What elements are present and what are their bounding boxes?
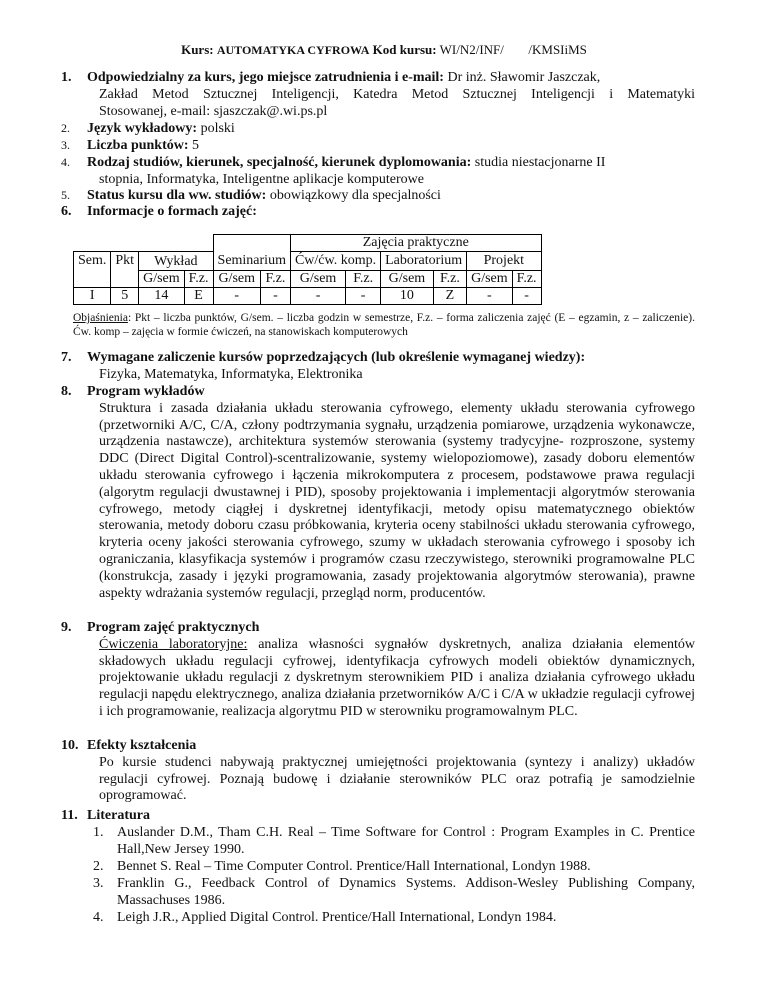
section-8 (61, 384, 695, 602)
section-7 (61, 350, 695, 384)
col-gsem: G/sem (213, 271, 260, 288)
cell-wyklad-g: 14 (139, 288, 185, 305)
section-number: 10. (61, 738, 79, 753)
cell-sem-f: - (260, 288, 290, 305)
section-value: polski (200, 121, 235, 136)
section-value: obowiązkowy dla specjalności (269, 188, 441, 203)
table-row (74, 288, 542, 305)
section-title: Efekty kształcenia (87, 738, 197, 753)
pkt-header: Pkt (111, 252, 139, 271)
note-text: : Pkt – liczba punktów, G/sem. – liczba godzin w semestrze, F.z. – forma zaliczenia zajęć (E – egzamin, z – zaliczenie). Ćw. komp – zajęcia w formie ćwiczeń, na stanowiskach komputerowych (73, 312, 695, 338)
section-number: 4. (61, 155, 70, 169)
course-header (0, 42, 768, 58)
section-text: analiza własności sygnałów dyskretnych, analiza działania elementów składowych układu regulacji cyfrowej, identyfikacja cyfrowych modeli obiektów dynamicznych, projektowanie układu regulacji z dyskretnym sterownikiem PID i analiza działania cyfrowego układu regulacji napędu elektrycznego, analiza działania przetworników A/C i C/A w układzie regulacji cyfrowej i ich programowanie, realizacja algorytmu PID w sterowniku programowalnym PLC. (99, 636, 695, 719)
col-gsem: G/sem (467, 271, 513, 288)
section-number: 11. (61, 808, 78, 823)
section-11 (61, 808, 695, 825)
item-text: Franklin G., Feedback Control of Dynamics Systems. Addison-Wesley Publishing Company, Massachuses 1986. (117, 876, 695, 908)
literature-item (93, 876, 695, 910)
cell-lab-g: 10 (381, 288, 434, 305)
section-number: 7. (61, 350, 72, 365)
cell-sem: I (74, 288, 111, 305)
section-title: Liczba punktów: (87, 138, 189, 153)
section-10 (61, 738, 695, 805)
section-4 (61, 154, 695, 189)
cell-proj-g: - (467, 288, 513, 305)
section-title: Program zajęć praktycznych (87, 620, 260, 635)
col-fz: F.z. (433, 271, 466, 288)
lab-header: Laboratorium (381, 252, 467, 271)
section-title: Status kursu dla ww. studiów: (87, 188, 267, 203)
section-text: stopnia, Informatyka, Inteligentne aplikacje komputerowe (99, 171, 425, 187)
item-number: 2. (93, 859, 104, 874)
section-value: studia niestacjonarne II (474, 155, 606, 170)
section-value: 5 (192, 138, 200, 153)
zajecia-header: Zajęcia praktyczne (290, 235, 541, 252)
col-fz: F.z. (346, 271, 381, 288)
course-name: AUTOMATYKA CYFROWA (216, 43, 370, 57)
col-gsem: G/sem (139, 271, 185, 288)
section-title: Język wykładowy: (87, 121, 198, 136)
section-text: Fizyka, Matematyka, Informatyka, Elektronika (99, 366, 363, 382)
section-text: Dr inż. Sławomir Jaszczak, (447, 70, 601, 85)
item-text: Leigh J.R., Applied Digital Control. Prentice/Hall International, Londyn 1984. (117, 910, 557, 925)
literature-item (93, 910, 695, 927)
item-number: 1. (93, 825, 104, 840)
seminarium-header: Seminarium (213, 252, 290, 271)
section-text: Struktura i zasada działania układu sterowania cyfrowego, elementy układu sterowania cyfrowego (przetworniki A/C, C/A, człony podtrzymania sygnału, urządzenia pomiarowe, urządzenia wykonawcze, urządzenia nastawcze), architektura systemów sterowania (systemy tradycyjne- rozproszone, systemy DDC (Direct Digital Control)-scentralizowanie, systemy wielopoziomowe), zasady doboru elementów układu sterowania cyfrowego i łączenia mikrokomputera z procesem, podstawowe prawa regulacji (algorytm regulacji dwustawnej i PID), sposoby projektowania i implementacji algorytmów sterowania cyfrowego, metody ciągłej i dyskretnej identyfikacji, metody opisu matematycznego obiektów sterowania, metody doboru czasu próbkowania, kryteria oceny stabilności układu sterowania cyfrowego, kryteria oceny jakości sterowania cyfrowego, szumy w układach sterowania cyfrowego i sposoby ich ograniczania, klasyfikacja systemów i programów czasu rzeczywistego, sterowniki programowalne PLC (konstrukcja, zasady i języki programowania, zasady projektowania algorytmów sterowania), prawne aspekty wdrażania systemów regulacji, przegląd norm, producentów. (99, 400, 695, 601)
section-2 (61, 120, 695, 138)
section-6 (61, 204, 695, 221)
col-fz: F.z. (512, 271, 541, 288)
cell-sem-g: - (213, 288, 260, 305)
section-number: 5. (61, 188, 70, 202)
col-gsem: G/sem (381, 271, 434, 288)
section-number: 1. (61, 70, 72, 85)
section-title: Program wykładów (87, 384, 205, 399)
section-title: Wymagane zaliczenie kursów poprzedzających (lub określenie wymaganej wiedzy): (87, 350, 586, 365)
cell-pkt: 5 (111, 288, 139, 305)
wyklad-header: Wykład (139, 252, 213, 271)
section-9 (61, 620, 695, 721)
cw-header: Ćw/ćw. komp. (290, 252, 380, 271)
course-forms-table (73, 234, 542, 305)
item-number: 3. (93, 876, 104, 891)
kurs-label: Kurs: (181, 42, 214, 57)
col-gsem: G/sem (290, 271, 345, 288)
section-5 (61, 187, 695, 205)
item-text: Auslander D.M., Tham C.H. Real – Time Software for Control : Program Examples in C. Prentice Hall,New Jersey 1990. (117, 825, 695, 857)
section-title: Rodzaj studiów, kierunek, specjalność, kierunek dyplomowania: (87, 155, 472, 170)
kod-value: WI/N2/INF/ (439, 42, 504, 57)
section-title: Literatura (87, 808, 150, 823)
kod-label: Kod kursu: (372, 42, 437, 57)
section-1 (61, 70, 695, 120)
table-note (73, 311, 695, 339)
sem-header: Sem. (74, 252, 111, 271)
section-title: Odpowiedzialny za kurs, jego miejsce zatrudnienia i e-mail: (87, 70, 444, 85)
cell-cw-f: - (346, 288, 381, 305)
cell-wyklad-f: E (184, 288, 213, 305)
cell-proj-f: - (512, 288, 541, 305)
kod-suffix: /KMSIiMS (528, 42, 587, 57)
section-number: 6. (61, 204, 72, 219)
section-title: Informacje o formach zajęć: (87, 204, 257, 219)
section-number: 2. (61, 121, 70, 135)
section-3 (61, 137, 695, 155)
item-text: Bennet S. Real – Time Computer Control. Prentice/Hall International, Londyn 1988. (117, 859, 591, 874)
section-number: 3. (61, 138, 70, 152)
col-fz: F.z. (260, 271, 290, 288)
section-text: Po kursie studenci nabywają praktycznej umiejętności projektowania (syntezy i analizy) układów regulacji cyfrowej. Poznają budowę i działanie sterowników PLC oraz potrafią je samodzielnie oprogramować. (99, 754, 695, 804)
note-label: Objaśnienia (73, 312, 128, 324)
col-fz: F.z. (184, 271, 213, 288)
section-number: 9. (61, 620, 72, 635)
lab-label: Ćwiczenia laboratoryjne: (99, 636, 248, 652)
item-number: 4. (93, 910, 104, 925)
projekt-header: Projekt (467, 252, 541, 271)
cell-cw-g: - (290, 288, 345, 305)
section-text: Zakład Metod Sztucznej Inteligencji, Katedra Metod Sztucznej Inteligencji i Matematyki (99, 86, 695, 102)
literature-item (93, 825, 695, 859)
section-text: Stosowanej, e-mail: sjaszczak@.wi.ps.pl (99, 103, 328, 119)
section-number: 8. (61, 384, 72, 399)
literature-item (93, 859, 695, 876)
cell-lab-f: Z (433, 288, 466, 305)
